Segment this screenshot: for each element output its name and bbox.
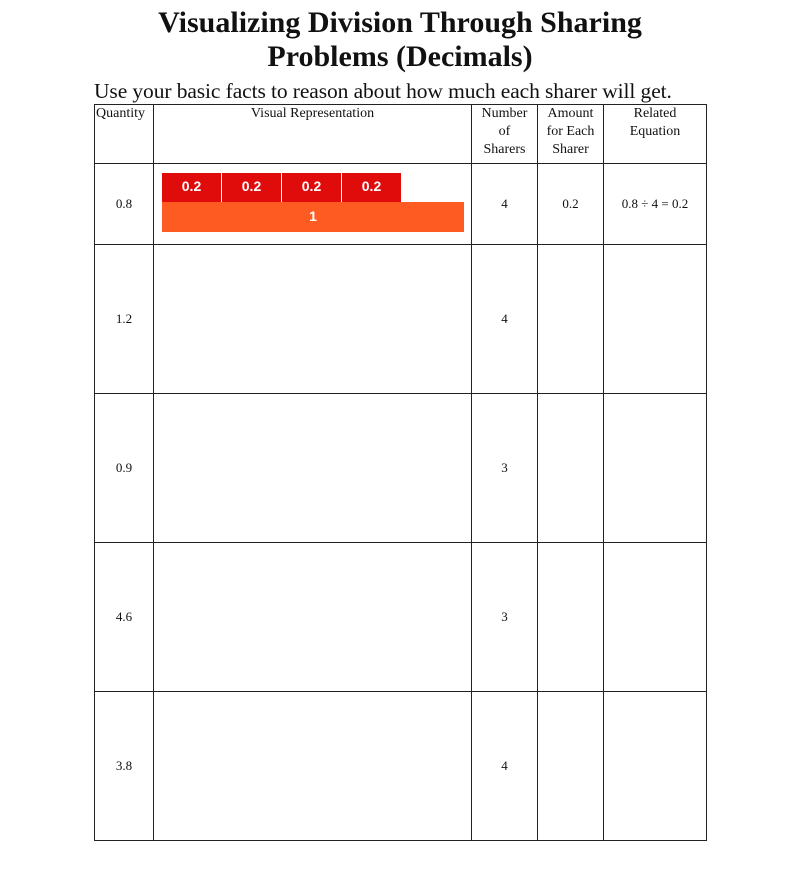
number-of-sharers-header [472,105,538,164]
visual-representation-cell[interactable] [154,692,472,841]
sharers-cell: 3 [472,394,538,543]
visual-representation-cell [154,164,472,245]
equation-cell[interactable] [604,543,707,692]
header-line: for Each [546,124,595,139]
table-row [95,394,707,543]
quantity-cell: 0.8 [95,164,154,245]
visual-representation-header: Visual Representation [154,105,472,164]
amount-cell[interactable] [538,692,604,841]
quantity-header: Quantity [95,105,154,164]
piece-bar: 0.2 [342,173,401,202]
quantity-cell: 3.8 [95,692,154,841]
table-header-row [95,105,707,164]
worksheet-title-line-1: Visualizing Division Through Sharing [158,6,642,39]
quantity-cell: 4.6 [95,543,154,692]
fraction-bar-model [154,164,472,244]
amount-cell: 0.2 [538,164,604,245]
amount-for-each-sharer-header [538,105,604,164]
related-equation-header [604,105,707,164]
sharers-cell: 4 [472,164,538,245]
piece-bar: 0.2 [282,173,341,202]
visual-representation-cell[interactable] [154,245,472,394]
sharing-problems-table [94,104,707,841]
equation-cell[interactable] [604,394,707,543]
sharers-cell: 3 [472,543,538,692]
instructions-text: Use your basic facts to reason about how much each sharer will get. [94,79,672,103]
header-line: Sharers [483,142,526,157]
table-row [95,692,707,841]
sharers-cell: 4 [472,245,538,394]
table-row [95,543,707,692]
equation-cell[interactable] [604,245,707,394]
header-line: Number [481,106,528,121]
visual-representation-cell[interactable] [154,394,472,543]
quantity-cell: 1.2 [95,245,154,394]
amount-cell[interactable] [538,543,604,692]
table-row [95,245,707,394]
amount-cell[interactable] [538,245,604,394]
sharers-cell: 4 [472,692,538,841]
amount-cell[interactable] [538,394,604,543]
header-line: Amount [547,106,594,121]
header-line: Sharer [552,142,589,157]
equation-cell: 0.8 ÷ 4 = 0.2 [604,164,707,245]
whole-bar: 1 [162,202,464,232]
table-row [95,164,707,245]
visual-representation-cell[interactable] [154,543,472,692]
piece-bar: 0.2 [222,173,281,202]
header-line: Equation [629,124,681,139]
worksheet-title-line-2: Problems (Decimals) [267,40,533,73]
header-line: Related [633,106,677,121]
header-line: of [498,124,511,139]
equation-cell[interactable] [604,692,707,841]
piece-bar: 0.2 [162,173,221,202]
quantity-cell: 0.9 [95,394,154,543]
